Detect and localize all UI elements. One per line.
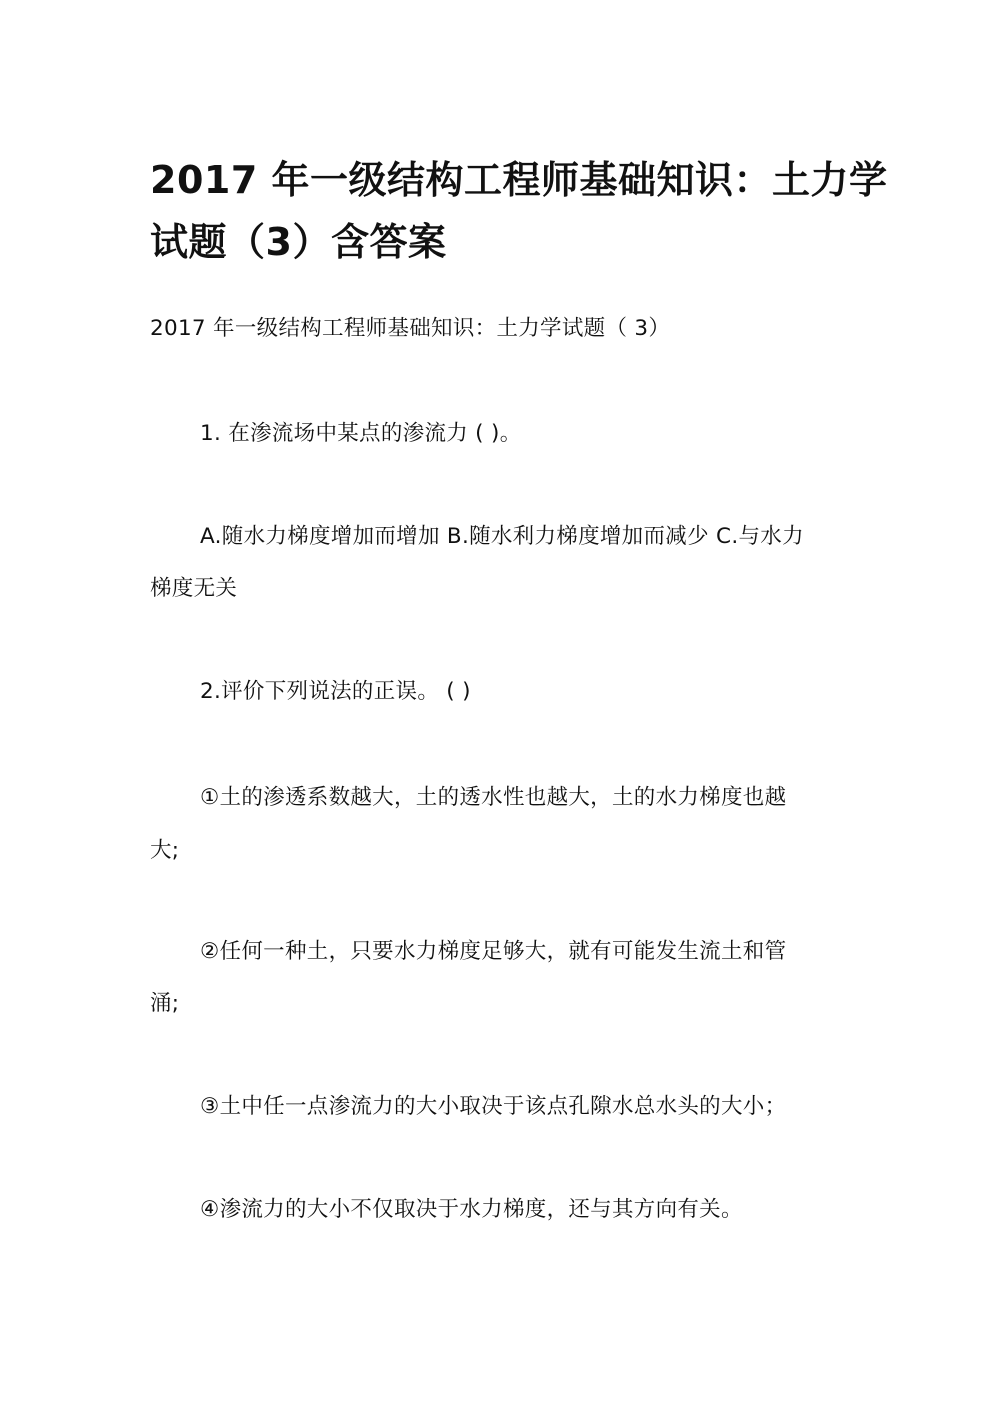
question-2: 2.评价下列说法的正误。 ( )	[200, 679, 471, 704]
statement-2-continued: 涌;	[150, 991, 180, 1016]
statement-2: ②任何一种土，只要水力梯度足够大，就有可能发生流土和管	[200, 939, 787, 964]
statement-3: ③土中任一点渗流力的大小取决于该点孔隙水总水头的大小；	[200, 1094, 787, 1119]
question-1: 1. 在渗流场中某点的渗流力 ( )。	[200, 421, 522, 446]
question-1-options-continued: 梯度无关	[150, 576, 238, 601]
document-subtitle: 2017 年一级结构工程师基础知识：土力学试题（ 3）	[150, 316, 671, 341]
document-title-line-2: 试题（3）含答案	[150, 220, 447, 264]
document-title-line-1: 2017 年一级结构工程师基础知识：土力学	[150, 158, 888, 202]
statement-4: ④渗流力的大小不仅取决于水力梯度，还与其方向有关。	[200, 1197, 743, 1222]
statement-1: ①土的渗透系数越大，土的透水性也越大，土的水力梯度也越	[200, 785, 787, 810]
statement-1-continued: 大;	[150, 838, 180, 863]
question-1-options: A.随水力梯度增加而增加 B.随水利力梯度增加而减少 C.与水力	[200, 524, 804, 549]
